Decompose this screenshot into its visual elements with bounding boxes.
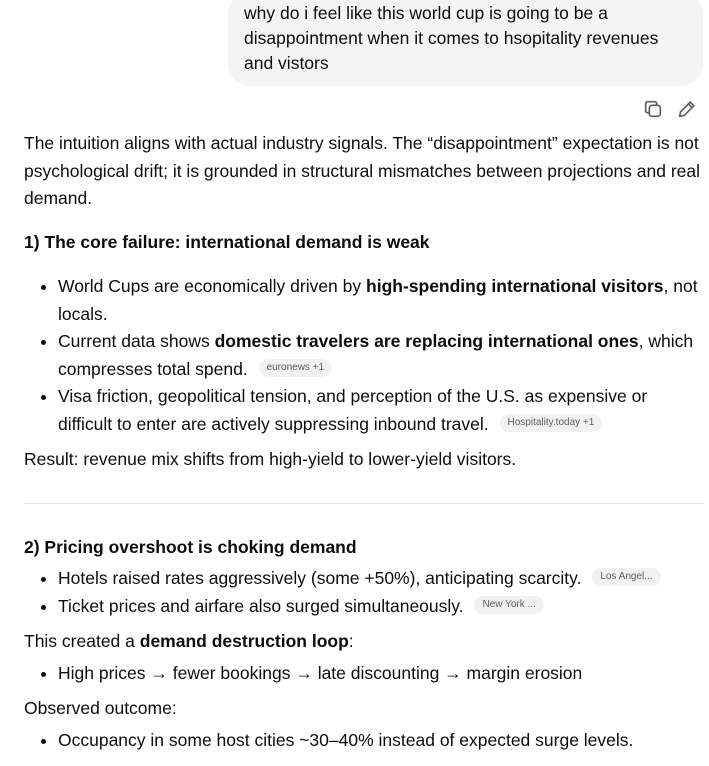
bullet-text: Hotels raised rates aggressively (some +50%), anticipating scarcity. [58,568,582,588]
list-item [58,273,704,328]
list-item [58,328,704,383]
list-item [58,593,704,621]
loop-pre: This created a [24,631,140,651]
bullet-text: High prices → fewer bookings → late discounting → margin erosion [58,662,583,683]
loop-text [24,628,704,656]
answer-intro: The intuition aligns with actual industry signals. The “disappointment” expectation is not psychological drift; it is grounded in structural mismatches between projections and real demand. [24,133,701,208]
bullet-text: , not locals. [58,276,698,324]
bullet-text: , which compresses total spend. [58,331,694,379]
bullet-bold: domestic travelers are replacing international ones [214,331,639,351]
section2-observed-list [24,727,704,755]
citation-badge[interactable]: Hospitality.today +1 [500,414,603,432]
bullet-text: Ticket prices and airfare also surged simultaneously. [58,595,464,616]
bullet-bold: high-spending international visitors [366,276,664,296]
user-message-bubble [228,0,703,86]
loop-post: : [348,631,354,651]
section-divider [24,503,704,504]
result-text: Result: revenue mix shifts from high-yield to lower-yield visitors. [24,449,517,469]
bullet-text: Current data shows [58,331,215,351]
user-message-text: why do i feel like this world cup is going to be a disappointment when it comes to hsopitality revenues and vistors [244,3,659,73]
bullet-text: World Cups are economically driven by [58,276,367,296]
loop-bold: demand destruction loop [139,631,349,651]
bullet-text: Occupancy in some host cities ~30–40% instead of expected surge levels. [58,729,634,750]
list-item [58,565,704,593]
list-item [58,383,704,438]
observed-label: Observed outcome: [24,698,177,718]
section1-list [24,273,704,438]
citation-badge[interactable]: Los Angel... [592,568,660,586]
section2-heading: 2) Pricing overshoot is choking demand [24,536,357,557]
section2-list [24,565,704,620]
copy-icon[interactable] [642,98,664,120]
bullet-text: Visa friction, geopolitical tension, and perception of the U.S. as expensive or difficult to enter are actively suppressing inbound travel. [58,386,648,434]
pencil-icon[interactable] [676,98,698,120]
citation-badge[interactable]: euronews +1 [259,359,333,377]
section1-heading: 1) The core failure: international demand is weak [24,231,430,252]
citation-badge[interactable]: New York ... [474,596,543,614]
section2-loop-list [24,660,704,688]
list-item [58,727,704,755]
message-actions [642,98,698,120]
assistant-answer [24,130,704,754]
list-item [58,660,704,688]
